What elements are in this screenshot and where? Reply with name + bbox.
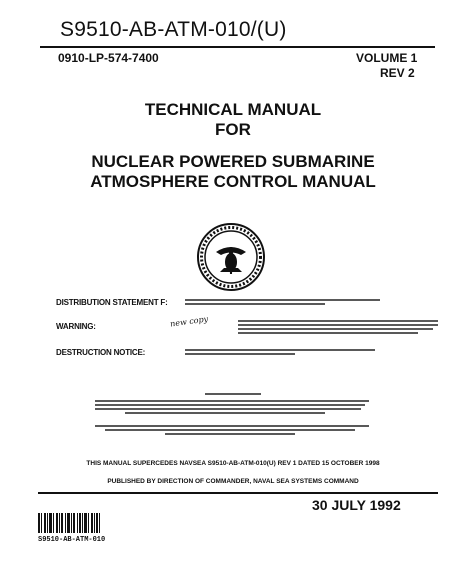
title-block-top	[0, 100, 466, 140]
naval-seal-icon	[196, 222, 266, 292]
notice-paragraph-2	[95, 423, 375, 437]
warning-label: WARNING:	[56, 322, 96, 331]
barcode-label: S9510-AB-ATM-010	[38, 536, 106, 544]
title-line-3: NUCLEAR POWERED SUBMARINE	[91, 152, 375, 171]
published-by-statement: PUBLISHED BY DIRECTION OF COMMANDER, NAVAL SEA SYSTEMS COMMAND	[107, 478, 359, 485]
barcode-icon	[38, 513, 100, 533]
title-line-2: FOR	[215, 120, 251, 139]
supersedes-statement: THIS MANUAL SUPERCEDES NAVSEA S9510-AB-ATM-010(U) REV 1 DATED 15 OCTOBER 1998	[86, 460, 380, 467]
notice-paragraph-1	[95, 398, 375, 416]
distribution-statement-label: DISTRIBUTION STATEMENT F:	[56, 298, 168, 307]
publication-date: 30 JULY 1992	[312, 497, 401, 513]
header-rule-top	[40, 46, 435, 48]
volume-label: VOLUME 1	[356, 51, 418, 65]
document-id: S9510-AB-ATM-010/(U)	[60, 18, 287, 41]
title-block-main	[0, 152, 466, 192]
revision-label: REV 2	[380, 66, 415, 80]
warning-text	[238, 318, 443, 336]
footer-rule	[38, 492, 438, 494]
title-line-1: TECHNICAL MANUAL	[144, 100, 322, 119]
notice-heading	[205, 391, 265, 397]
destruction-notice-text	[185, 347, 385, 357]
part-number: 0910-LP-574-7400	[58, 51, 159, 65]
title-line-4: ATMOSPHERE CONTROL MANUAL	[90, 172, 376, 191]
destruction-notice-label: DESTRUCTION NOTICE:	[56, 348, 146, 357]
distribution-statement-text	[185, 297, 390, 307]
handwritten-note: new copy	[169, 314, 209, 329]
